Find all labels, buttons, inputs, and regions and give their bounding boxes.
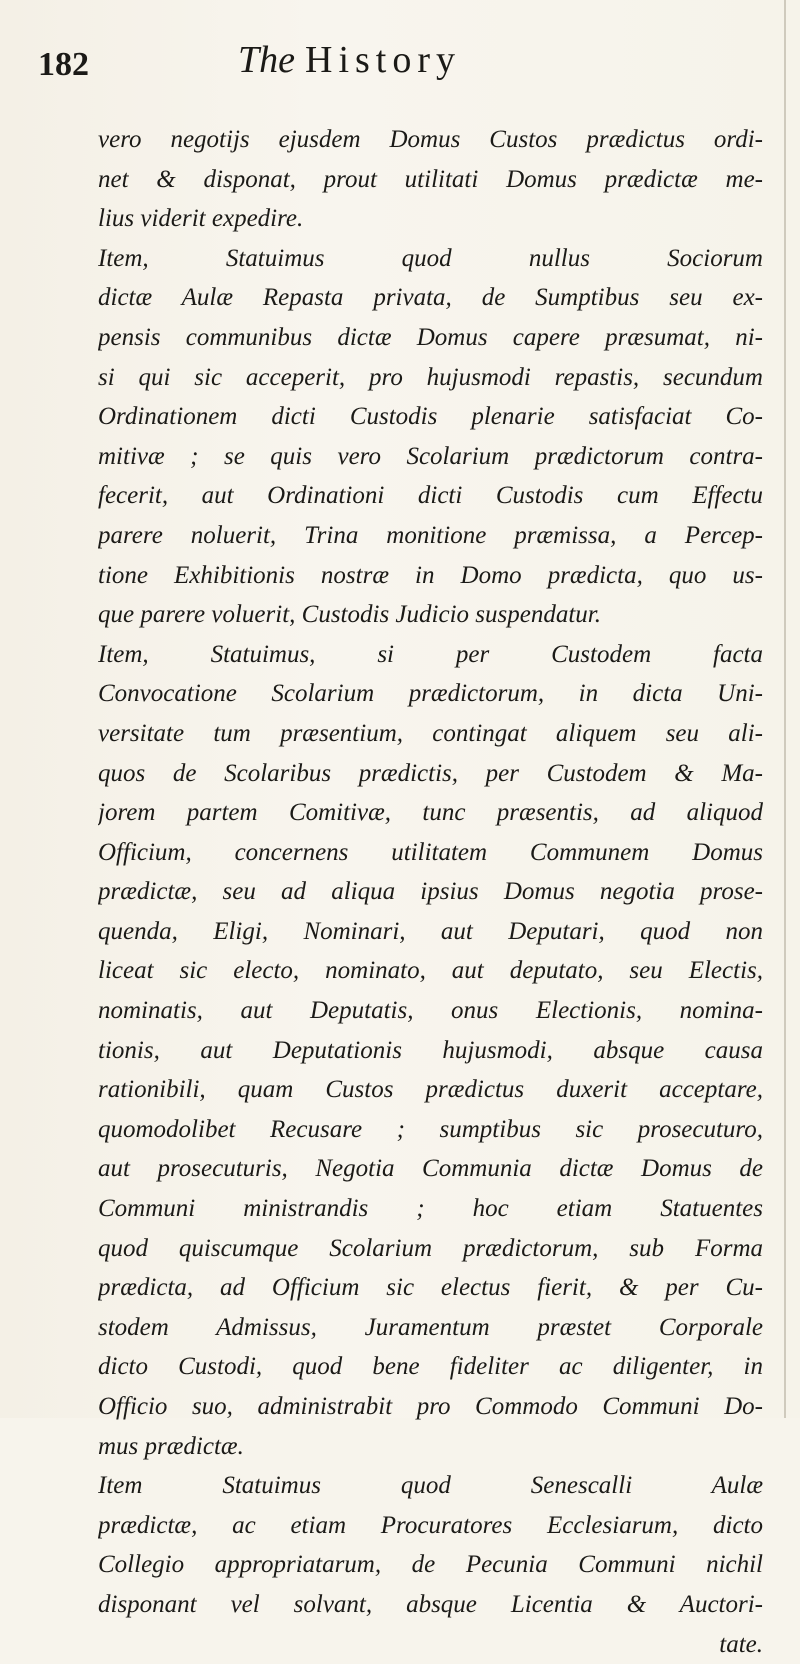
text-line: vero negotijs ejusdem Domus Custos prædictus ordi- (98, 126, 763, 153)
text-line: pensis communibus dictæ Domus capere præsumat, ni- (98, 323, 763, 351)
text-line: quod quiscumque Scolarium prædictorum, sub Forma (98, 1234, 763, 1262)
text-line: que parere voluerit, Custodis Judicio suspendatur. (98, 601, 601, 629)
text-line: parere noluerit, Trina monitione præmissa, a Percep- (98, 521, 763, 549)
body-text (98, 120, 763, 1664)
text-line: mitivæ ; se quis vero Scolarium prædictorum contra- (98, 442, 763, 470)
text-line: Convocatione Scolarium prædictorum, in dicta Uni- (98, 680, 763, 708)
text-line: dicto Custodi, quod bene fideliter ac diligenter, in (98, 1353, 763, 1381)
text-line: si qui sic acceperit, pro hujusmodi repastis, secundum (98, 363, 763, 391)
running-head-title: History (305, 39, 461, 81)
text-line: tate. (719, 1630, 763, 1658)
running-head-the: The (238, 39, 295, 81)
text-line: Ordinationem dicti Custodis plenarie satisfaciat Co- (98, 403, 763, 431)
text-line: Item, Statuimus, si per Custodem facta (98, 640, 763, 668)
text-line: tione Exhibitionis nostræ in Domo prædicta, quo us- (98, 561, 763, 589)
page-number: 182 (38, 46, 89, 83)
text-line: tionis, aut Deputationis hujusmodi, absque causa (98, 1036, 763, 1064)
text-line: prædictæ, seu ad aliqua ipsius Domus negotia prose- (98, 878, 763, 906)
text-line: Officium, concernens utilitatem Communem Domus (98, 838, 763, 866)
text-line: lius viderit expedire. (98, 205, 304, 233)
text-line: mus prædictæ. (98, 1432, 244, 1460)
text-line: aut prosecuturis, Negotia Communia dictæ Domus de (98, 1155, 763, 1183)
text-line: quos de Scolaribus prædictis, per Custodem & Ma- (98, 759, 763, 787)
text-line: nominatis, aut Deputatis, onus Electionis, nomina- (98, 997, 763, 1025)
text-line: fecerit, aut Ordinationi dicti Custodis cum Effectu (98, 482, 763, 510)
text-line: rationibili, quam Custos prædictus duxerit acceptare, (98, 1076, 763, 1104)
text-line: versitate tum præsentium, contingat aliquem seu ali- (98, 719, 763, 747)
page-edge (784, 0, 786, 1418)
text-line: prædictæ, ac etiam Procuratores Ecclesiarum, dicto (98, 1511, 763, 1539)
page-header (38, 38, 778, 88)
text-line: Communi ministrandis ; hoc etiam Statuentes (98, 1195, 763, 1223)
text-line: prædicta, ad Officium sic electus fierit, & per Cu- (98, 1274, 763, 1302)
text-line: net & disponat, prout utilitati Domus prædictæ me- (98, 165, 763, 193)
text-line: quenda, Eligi, Nominari, aut Deputari, quod non (98, 917, 763, 945)
text-line: jorem partem Comitivæ, tunc præsentis, ad aliquod (98, 799, 763, 827)
text-line: stodem Admissus, Juramentum præstet Corporale (98, 1313, 763, 1341)
text-line: quomodolibet Recusare ; sumptibus sic prosecuturo, (98, 1115, 763, 1143)
text-line: Collegio appropriatarum, de Pecunia Communi nichil (98, 1551, 763, 1579)
text-line: disponant vel solvant, absque Licentia & Auctori- (98, 1590, 763, 1618)
text-line: liceat sic electo, nominato, aut deputato, seu Electis, (98, 957, 763, 985)
text-line: Officio suo, administrabit pro Commodo Communi Do- (98, 1393, 763, 1420)
text-line: Item Statuimus quod Senescalli Aulæ (98, 1472, 763, 1500)
running-head (238, 38, 461, 82)
text-line: dictæ Aulæ Repasta privata, de Sumptibus seu ex- (98, 284, 763, 312)
text-line: Item, Statuimus quod nullus Sociorum (98, 244, 763, 272)
